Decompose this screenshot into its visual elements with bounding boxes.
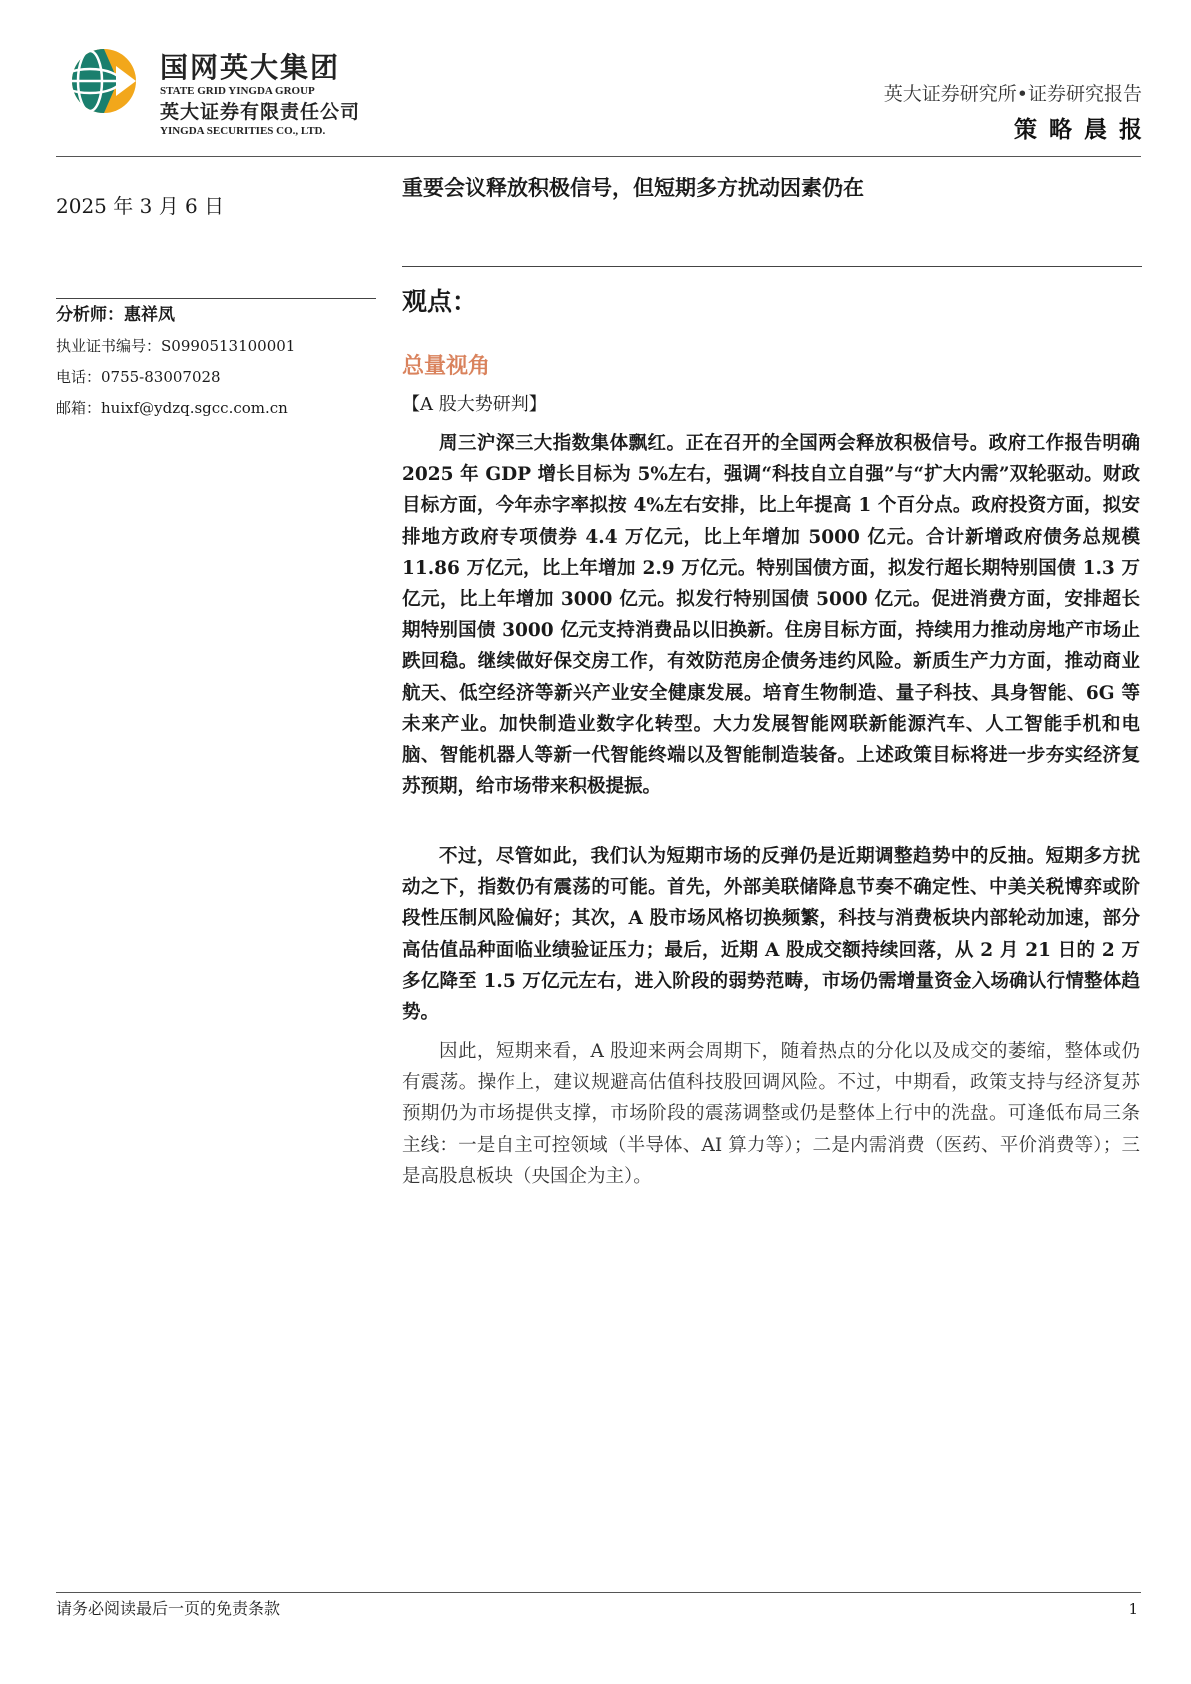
body-paragraph: 周三沪深三大指数集体飘红。正在召开的全国两会释放积极信号。政府工作报告明确 2025 年 GDP 增长目标为 5%左右，强调“科技自立自强”与“扩大内需”双轮驱动。财政目标方面，今年赤字率拟按 4%左右安排，比上年提高 1 个百分点。政府投资方面，拟安排地方政府专项债券 4.4 万亿元，比上年增加 5000 亿元。合计新增政府债务总规模 11.86 万亿元，比上年增加 2.9 万亿元。特别国债方面，拟发行超长期特别国债 1.3 万亿元，比上年增加 3000 亿元。拟发行特别国债 5000 亿元。促进消费方面，安排超长期特别国债 3000 亿元支持消费品以旧换新。住房目标方面，持续用力推动房地产市场止跌回稳。继续做好保交房工作，有效防范房企债务违约风险。新质生产力方面，推动商业航天、低空经济等新兴产业安全健康发展。培育生物制造、量子科技、具身智能、6G 等未来产业。加快制造业数字化转型。大力发展智能网联新能源汽车、人工智能手机和电脑、智能机器人等新一代智能终端以及智能制造装备。上述政策目标将进一步夯实经济复苏预期，给市场带来积极提振。 <box>402 433 1140 798</box>
footer-disclaimer: 请务必阅读最后一页的免责条款 <box>56 1599 281 1618</box>
footer-divider <box>56 1592 1141 1593</box>
viewpoint-heading: 观点： <box>402 287 478 316</box>
company-logo-icon <box>56 46 146 116</box>
company-name-cn: 英大证券有限责任公司 <box>160 101 361 123</box>
analyst-email: 邮箱：huixf@ydzq.sgcc.com.cn <box>56 399 288 417</box>
report-date: 2025 年 3 月 6 日 <box>56 194 225 218</box>
sidebar-divider <box>56 298 376 299</box>
company-name-en: YINGDA SECURITIES CO., LTD. <box>160 125 326 137</box>
body-paragraph: 因此，短期来看，A 股迎来两会周期下，随着热点的分化以及成交的萎缩，整体或仍有震荡。操作上，建议规避高估值科技股回调风险。不过，中期看，政策支持与经济复苏预期仍为市场提供支撑，市场阶段的震荡调整或仍是整体上行中的洗盘。可逢低布局三条主线：一是自主可控领域（半导体、AI 算力等）；二是内需消费（医药、平价消费等）；三是高股息板块（央国企为主）。 <box>402 1041 1140 1187</box>
body-paragraph: 不过，尽管如此，我们认为短期市场的反弹仍是近期调整趋势中的反抽。短期多方扰动之下，指数仍有震荡的可能。首先，外部美联储降息节奏不确定性、中美关税博弈或阶段性压制风险偏好；其次，A 股市场风格切换频繁，科技与消费板块内部轮动加速，部分高估值品种面临业绩验证压力；最后，近期 A 股成交额持续回落，从 2 月 21 日的 2 万多亿降至 1.5 万亿元左右，进入阶段的弱势范畴，市场仍需增量资金入场确认行情整体趋势。 <box>402 846 1140 1024</box>
header-institute: 英大证券研究所•证券研究报告 <box>883 83 1142 105</box>
brand-name-en: STATE GRID YINGDA GROUP <box>160 85 315 97</box>
header-divider <box>56 156 1141 157</box>
subsection-heading: 【A 股大势研判】 <box>402 394 547 415</box>
page-number: 1 <box>1128 1600 1138 1618</box>
report-title: 重要会议释放积极信号，但短期多方扰动因素仍在 <box>402 176 864 200</box>
header-report-type: 策略晨报 <box>1014 117 1154 143</box>
section-heading: 总量视角 <box>402 354 491 379</box>
analyst-cert-number: 执业证书编号：S0990513100001 <box>56 337 296 355</box>
brand-name-cn: 国网英大集团 <box>160 51 341 84</box>
analyst-phone: 电话：0755-83007028 <box>56 368 221 386</box>
analyst-name: 分析师：惠祥凤 <box>56 305 175 325</box>
title-divider <box>402 266 1142 267</box>
